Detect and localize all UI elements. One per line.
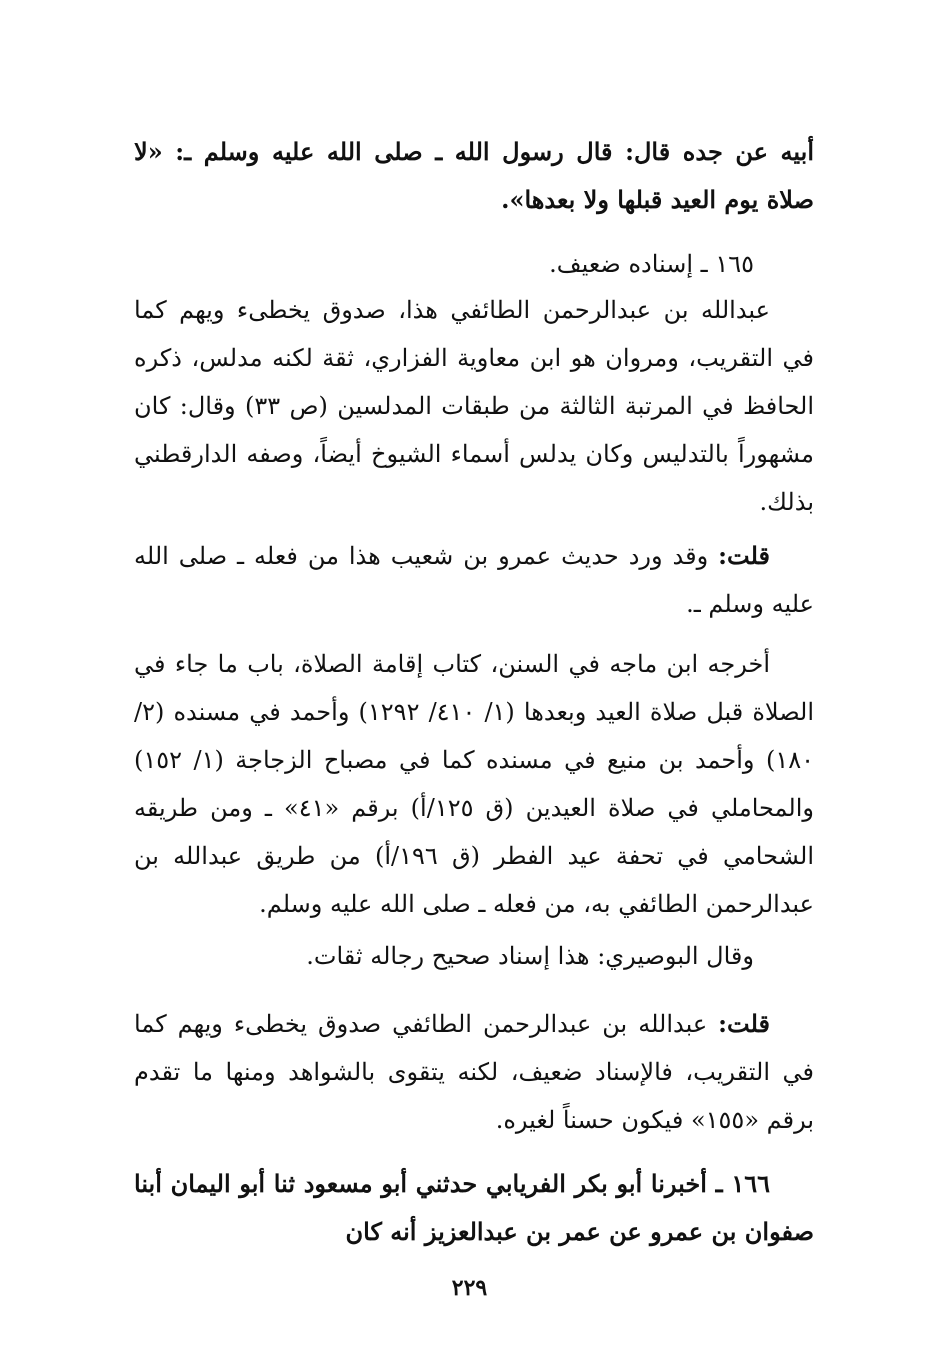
commentary-paragraph-conclusion (134, 1000, 814, 1144)
conclusion-text: عبدالله بن عبدالرحمن الطائفي صدوق يخطىء ويهم كما في التقريب، فالإسناد ضعيف، لكنه يتقوى بالشواهد ومنها ما تقدم برقم «١٥٥» فيكون حسناً لغيره. (134, 1010, 815, 1134)
commentary-paragraph-note (134, 532, 814, 628)
page-number: ٢٢٩ (451, 1275, 488, 1301)
busiri-quote: وقال البوصيري: هذا إسناد صحيح رجاله ثقات. (306, 942, 754, 970)
hadith-166-paragraph: ١٦٦ ـ أخبرنا أبو بكر الفريابي حدثني أبو مسعود ثنا أبو اليمان أبنا صفوان بن عمرو عن عمر بن عبدالعزيز أنه كان (134, 1169, 814, 1246)
conclusion-lead-word: قلت: (718, 1009, 770, 1038)
commentary-paragraph-narrators: عبدالله بن عبدالرحمن الطائفي هذا، صدوق يخطىء ويهم كما في التقريب، ومروان هو ابن معاوية الفزاري، ثقة لكنه مدلس، ذكره الحافظ في المرتبة الثالثة من طبقات المدلسين (ص ٣٣) وقال: كان مشهوراً بالتدليس وكان يدلس أسماء الشيوخ أيضاً، وصفه الدارقطني بذلك. (134, 296, 814, 516)
hadith-165-heading: ١٦٥ ـ إسناده ضعيف. (549, 250, 754, 278)
hadith-text-paragraph: أبيه عن جده قال: قال رسول الله ـ صلى الله عليه وسلم ـ: «لا صلاة يوم العيد قبلها ولا بعدها». (134, 137, 814, 214)
note-text: وقد ورد حديث عمرو بن شعيب هذا من فعله ـ صلى الله عليه وسلم ـ. (134, 542, 814, 618)
takhrij-paragraph: أخرجه ابن ماجه في السنن، كتاب إقامة الصلاة، باب ما جاء في الصلاة قبل صلاة العيد وبعدها (١/ ٤١٠/ ١٢٩٢) وأحمد في مسنده (٢/ ١٨٠) وأحمد بن منيع في مسنده كما في مصباح الزجاجة (١/ ١٥٢) والمحاملي في صلاة العيدين (ق ١٢٥/أ) برقم «٤١» ـ ومن طريقه الشحامي في تحفة عيد الفطر (ق ١٩٦/أ) من طريق عبدالله بن عبدالرحمن الطائفي به، من فعله ـ صلى الله عليه وسلم. (134, 650, 815, 918)
note-lead-word: قلت: (718, 541, 770, 570)
